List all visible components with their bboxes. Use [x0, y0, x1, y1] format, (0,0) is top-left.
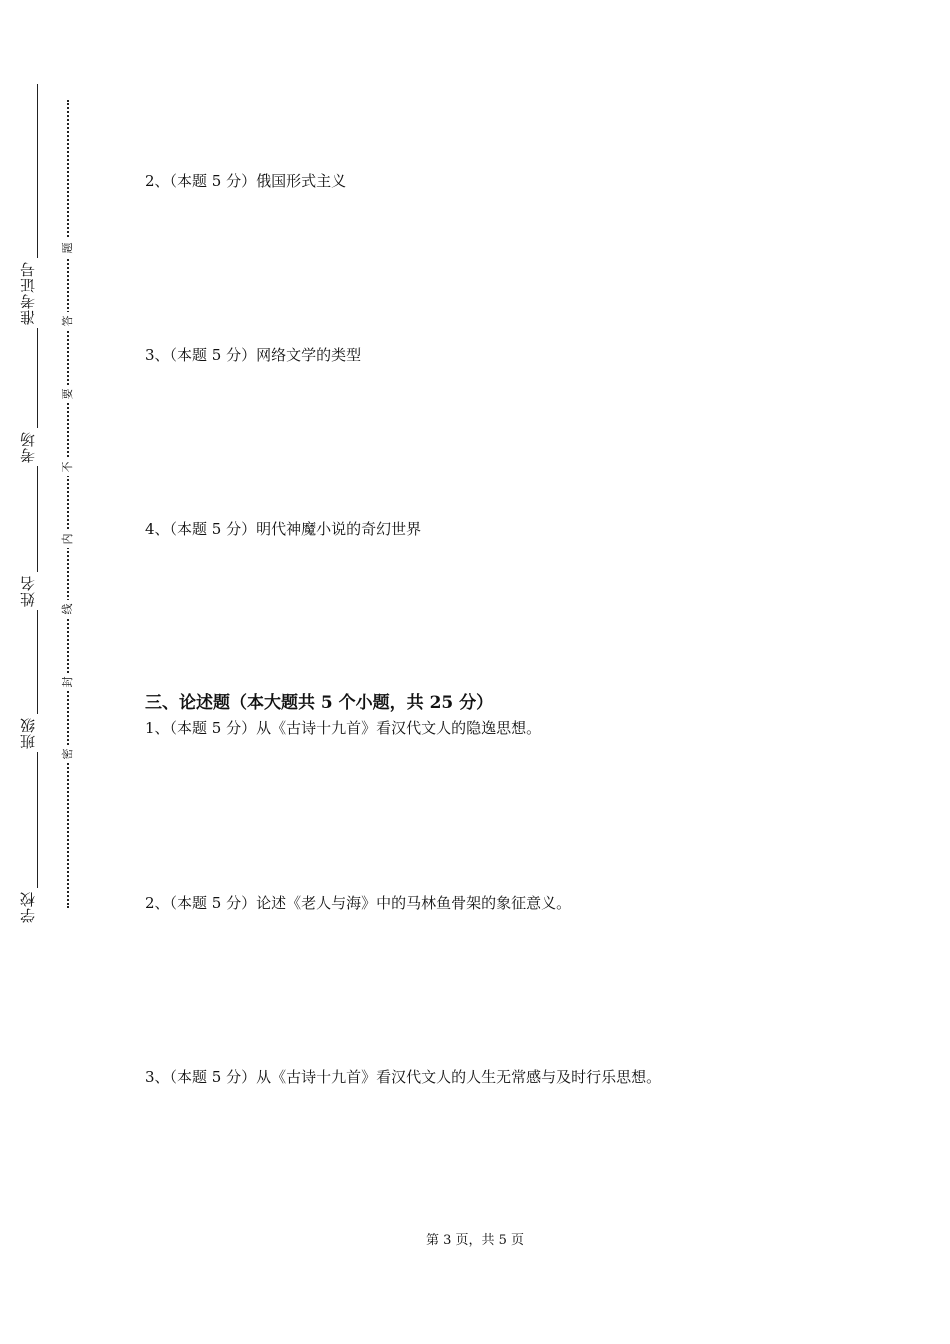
binding-margin-line: [37, 84, 38, 924]
question-item: 1、（本题 5 分）从《古诗十九首》看汉代文人的隐逸思想。: [145, 719, 542, 737]
class-label: 班级: [20, 714, 54, 752]
question-item: 3、（本题 5 分）网络文学的类型: [145, 346, 362, 364]
seal-dotted-line: [67, 100, 69, 908]
page-number: 第 3 页，共 5 页: [425, 1233, 525, 1248]
question-item: 2、（本题 5 分）论述《老人与海》中的马林鱼骨架的象征意义。: [145, 894, 572, 912]
section-title: 三、论述题（本大题共 5 个小题，共 25 分）: [145, 693, 494, 713]
seal-char: 内: [60, 530, 76, 548]
school-label: 学校: [20, 888, 54, 926]
seal-char: 线: [60, 600, 76, 618]
seal-char: 封: [60, 673, 76, 691]
question-item: 4、（本题 5 分）明代神魔小说的奇幻世界: [145, 520, 422, 538]
question-item: 2、（本题 5 分）俄国形式主义: [145, 172, 347, 190]
exam-number-label: 准考证号: [20, 258, 54, 328]
student-name-label: 姓名: [20, 572, 54, 610]
question-item: 3、（本题 5 分）从《古诗十九首》看汉代文人的人生无常感与及时行乐思想。: [145, 1068, 662, 1086]
seal-char: 答: [60, 312, 76, 330]
seal-char: 密: [60, 745, 76, 763]
seal-char: 不: [60, 458, 76, 476]
seal-char: 题: [60, 239, 76, 257]
exam-room-label: 考场: [20, 428, 54, 466]
seal-char: 要: [60, 385, 76, 403]
